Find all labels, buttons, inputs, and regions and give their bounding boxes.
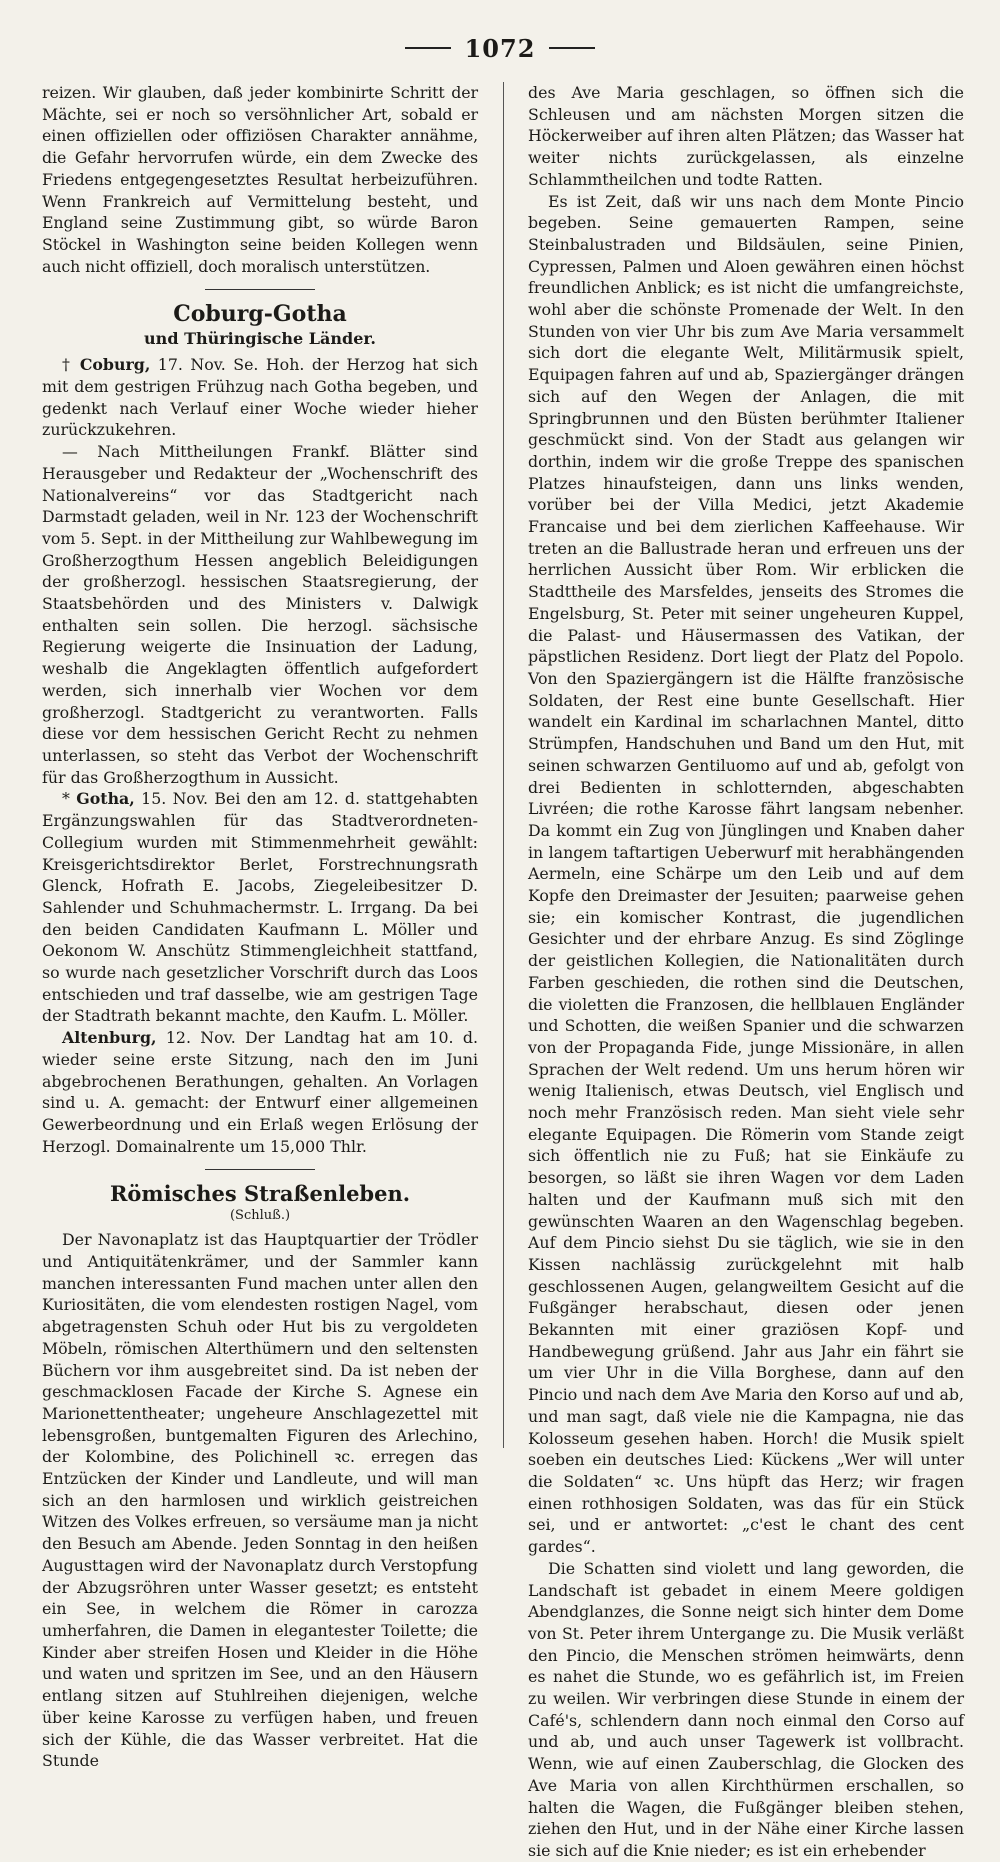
dateline-altenburg: Altenburg, (62, 1028, 157, 1048)
article-gotha (42, 788, 478, 1027)
article-mark: † (62, 355, 80, 375)
section-divider (205, 289, 315, 290)
article-rome-continued: des Ave Maria geschlagen, so öffnen sich die Schleusen und am nächsten Morgen sitzen die Höckerweiber auf ihren alten Plätzen; das Wasser hat weiter nichts zurückgelassen, als einzelne Schlammtheilchen und todte Ratten. (528, 83, 964, 189)
article-rome-evening: Die Schatten sind violett und lang geworden, die Landschaft ist gebadet in einem Meere goldigen Abendglanzes, die Sonne neigt sich hinter dem Dome von St. Peter ihrem Untergange zu. Die Musik verläßt den Pincio, die Menschen strömen heimwärts, denn es nahet die Stunde, wo es gefährlich ist, im Freien zu weilen. Wir verbringen diese Stunde in einem der Café's, schlendern dann noch einmal den Corso auf und ab, und auch unser Tagewerk ist vollbracht. Wenn, wie auf einen Zauberschlag, die Glocken des Ave Maria von allen Kirchthürmen erschallen, so halten die Wagen, die Fußgänger bleiben stehen, ziehen den Hut, und in der Nähe einer Kirche lassen sie sich auf die Knie nieder; es ist ein erhebender (528, 1558, 964, 1860)
article-body: 17. Nov. Se. Hoh. der Herzog hat sich mit dem gestrigen Frühzug nach Gotha begeben, und gedenkt nach Verlauf einer Woche wieder hieher zurückzukehren. (42, 355, 479, 440)
left-column (42, 82, 479, 1771)
article-frankfurt-report: — Nach Mittheilungen Frankf. Blätter sind Herausgeber und Redakteur der „Wochenschrift des Nationalvereins“ vor das Stadtgericht nach Darmstadt geladen, weil in Nr. 123 der Wochenschrift vom 5. Sept. in der Mittheilung zur Wahlbewegung im Großherzogthum Hessen angeblich Beleidigungen der großherzogl. hessischen Staatsregierung, der Staatsbehörden und des Ministers v. Dalwigk enthalten sein sollen. Die herzogl. sächsische Regierung weigerte die Insinuation der Ladung, weshalb die Angeklagten öffentlich aufgefordert werden, sich innerhalb vier Wochen vor dem großherzogl. Stadtgericht zu verantworten. Falls diese vor dem hessischen Gericht Recht zu nehmen unterlassen, so steht das Verbot der Wochenschrift für das Großherzogthum in Aussicht. (42, 442, 478, 787)
article-mark: * (62, 789, 77, 809)
section-subheading-thueringen: und Thüringische Länder. (144, 329, 376, 349)
dateline-gotha: Gotha, (76, 789, 135, 809)
article-coburg (42, 354, 478, 441)
section-heading-coburg-gotha: Coburg-Gotha (173, 301, 347, 328)
article-rome-pincio: Es ist Zeit, daß wir uns nach dem Monte Pincio begeben. Seine gemauerten Rampen, seine Steinbalustraden und Bildsäulen, seine Pinien, Cypressen, Palmen und Aloen gewähren einen höchst freundlichen Anblick; es ist nicht die umfangreichste, wohl aber die schönste Promenade der Welt. In den Stunden von vier Uhr bis zum Ave Maria versammelt sich dort die elegante Welt, Militärmusik spielt, Equipagen fahren auf und ab, Spaziergänger drängen sich auf den Wegen der Anlagen, die mit Springbrunnen und den Büsten berühmter Italiener geschmückt sind. Von der Stadt aus gelangen wir dorthin, indem wir die große Treppe des spanischen Platzes hinaufsteigen, dann uns links wenden, vorüber bei der Villa Medici, jetzt Akademie Francaise und bei dem zierlichen Kaffeehause. Wir treten an die Ballustrade heran und erfreuen uns der herrlichen Aussicht über Rom. Wir erblicken die Stadttheile des Marsfeldes, jenseits des Stromes die Engelsburg, St. Peter mit seiner ungeheuren Kuppel, die Palast- und Häusermassen des Vatikan, der päpstlichen Residenz. Dort liegt der Platz del Popolo. Von den Spaziergängern ist die Hälfte französische Soldaten, der Rest eine bunte Gesellschaft. Hier wandelt ein Kardinal im scharlachnen Mantel, ditto Strümpfen, Handschuhen und Band um den Hut, mit seinen schwarzen Gentiluomo auf und ab, gefolgt von drei Bedienten in schlotternden, abgeschabten Livréen; die rothe Karosse fährt langsam nebenher. Da kommt ein Zug von Jünglingen und Knaben daher in langem taftartigen Ueberwurf mit herabhängenden Aermeln, eine Schärpe um den Leib und auf dem Kopfe den Dreimaster der Jesuiten; paarweise gehen sie; ein komischer Kontrast, die jugendlichen Gesichter und der ehrbare Anzug. Es sind Zöglinge der geistlichen Kollegien, die Nationalitäten durch Farben geschieden, die rothen sind die Deutschen, die violetten die Franzosen, die hellblauen Engländer und Schotten, die weißen Spanier und die schwarzen von der Propaganda Fide, junge Missionäre, in allen Sprachen der Welt redend. Um uns herum hören wir wenig Italienisch, etwas Deutsch, viel Englisch und noch mehr Französisch reden. Man sieht viele sehr elegante Equipagen. Die Römerin vom Stande zeigt sich öffentlich nie zu Fuß; hat sie Einkäufe zu besorgen, so läßt sie ihren Wagen vor dem Laden halten und der Kaufmann muß sich mit den gewünschten Waaren an den Wagenschlag begeben. Auf dem Pincio siehst Du sie täglich, wie sie in den Kissen nachlässig zurückgelehnt mit halb geschlossenen Augen, gelangweiltem Gesicht auf die Fußgänger herabschaut, diesen oder jenen Bekannten mit einer graziösen Kopf- und Handbewegung grüßend. Jahr aus Jahr ein fährt sie um vier Uhr in die Villa Borghese, dann auf den Pincio und nach dem Ave Maria den Korso auf und ab, und man sagt, daß viele nie die Kampagna, nie das Kolosseum gesehen haben. Horch! die Musik spielt soeben ein deutsches Lied: Kückens „Wer will unter die Soldaten“ ꝛc. Uns hüpft das Herz; wir fragen einen rothhosigen Soldaten, was das für ein Stück sei, und er antwortet: „c'est le chant des cent gardes“. (528, 191, 964, 1557)
intro-paragraph: reizen. Wir glauben, daß jeder kombinirte Schritt der Mächte, sei er noch so versöhnlicher Art, sobald er einen offiziellen oder offiziösen Charakter annähme, die Gefahr hervorrufen würde, ein dem Zwecke des Friedens entgegengesetztes Resultat herbeizuführen. Wenn Frankreich auf Vermittelung besteht, und England seine Zustimmung gibt, so würde Baron Stöckel in Washington seine beiden Kollegen wenn auch nicht offiziell, doch moralisch unterstützen. (42, 83, 478, 276)
right-column (528, 82, 964, 1860)
article-altenburg (42, 1027, 478, 1157)
header-rule-left (405, 47, 451, 49)
section-note-conclusion: (Schluß.) (229, 1208, 291, 1224)
article-body: 15. Nov. Bei den am 12. d. stattgehabten Ergänzungswahlen für das Stadtverordneten-Collegium wurden mit Stimmenmehrheit gewählt: Kreisgerichtsdirektor Berlet, Forstrechnungsrath Glenck, Hofrath E. Jacobs, Ziegeleibesitzer D. Sahlender und Schuhmachermstr. L. Irrgang. Da bei den beiden Candidaten Kaufmann L. Möller und Oekonom W. Anschütz Stimmengleichheit stattfand, so wurde nach gesetzlicher Vorschrift durch das Loos entschieden und traf dasselbe, wie am gestrigen Tage der Stadtrath bekannt machte, den Kaufm. L. Möller. (42, 789, 478, 1026)
section-heading-roman-street-life: Römisches Straßenleben. (109, 1181, 411, 1207)
page-number: 1072 (464, 33, 536, 63)
column-divider (503, 82, 504, 1448)
article-body: 12. Nov. Der Landtag hat am 10. d. wieder seine erste Sitzung, nach den im Juni abgebrochenen Berathungen, gehalten. An Vorlagen sind u. A. gemacht: der Entwurf einer allgemeinen Gewerbeordnung und ein Erlaß wegen Erlösung der Herzogl. Domainalrente um 15,000 Thlr. (42, 1028, 478, 1156)
page-header (0, 28, 1000, 68)
header-rule-right (549, 47, 595, 49)
dateline-coburg: Coburg, (79, 355, 151, 375)
article-rome-part1: Der Navonaplatz ist das Hauptquartier der Trödler und Antiquitätenkrämer, und der Sammler kann manchen interessanten Fund machen unter allen den Kuriositäten, die vom elendesten rostigen Nagel, vom abgetragensten Schuh oder Hut bis zu vergoldeten Möbeln, römischen Alterthümern und den seltensten Büchern vor ihm ausgebreitet sind. Da ist neben der geschmacklosen Facade der Kirche S. Agnese ein Marionettentheater; ungeheure Anschlagezettel mit lebensgroßen, buntgemalten Figuren des Arlechino, der Kolombine, des Polichinell ꝛc. erregen das Entzücken der Kinder und Landleute, und will man sich an den harmlosen und wirklich geistreichen Witzen des Volkes erfreuen, so versäume man ja nicht den Besuch am Abende. Jeden Sonntag in den heißen Augusttagen wird der Navonaplatz durch Verstopfung der Abzugsröhren unter Wasser gesetzt; es entsteht ein See, in welchem die Römer in carozza umherfahren, die Damen in elegantester Toilette; die Kinder aber streifen Hosen und Kleider in die Höhe und waten und spritzen im See, und an den Häusern entlang sitzen auf Stuhlreihen diejenigen, welche über keine Karosse zu verfügen haben, und freuen sich der Kühle, die das Wasser verbreitet. Hat die Stunde (42, 1230, 478, 1771)
section-divider (205, 1169, 315, 1170)
